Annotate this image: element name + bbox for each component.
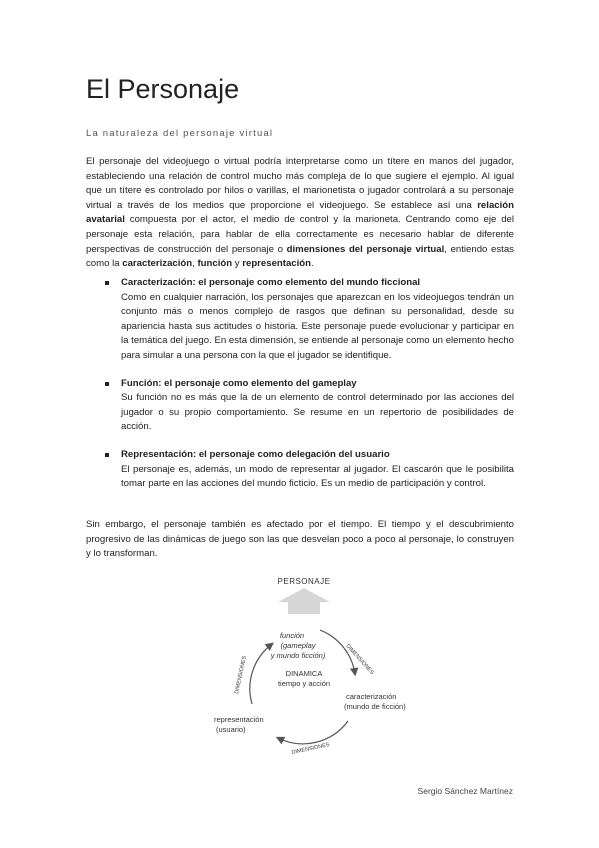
intro-text-1: El personaje del videojuego o virtual podría interpretarse como un títere en manos del jugador, estableciendo una relación de control mucho más compleja de lo que sugiere el ejemplo. Al igual que un títere es controlado por hilos o varillas, el marionetista o jugador controlará a su personaje virtual a través de los medios que proporcione el videojuego. Se establece así una	[86, 156, 514, 211]
intro-text-3: , entiendo estas como la	[86, 243, 514, 270]
representacion-label: representación	[214, 715, 264, 724]
bullet-body: Su función no es más que la de un elemento de control determinado por las acciones del jugador o su propio comportamiento. Se resume en un repertorio de posibilidades de acción.	[121, 392, 514, 433]
bullet-body: Como en cualquier narración, los personajes que aparezcan en los videojuegos tendrán un conjunto más o menos complejo de rasgos que definan su personalidad, desde su apariencia hasta sus actitudes o historia. Este personaje puede evolucionar y participar en la temática del juego. En esta dimensión, se entiende al personaje como un elemento hecho para simular a una persona con la que el jugador se identifique.	[121, 291, 514, 361]
intro-paragraph	[86, 155, 514, 272]
bullet-square-icon	[105, 453, 109, 457]
list-item-representacion	[86, 448, 514, 492]
center-label: DINAMICA	[285, 669, 323, 678]
up-arrow-icon	[278, 588, 330, 614]
dimensiones-right-label: DIMENSIONES	[344, 643, 375, 676]
bullet-heading: Caracterización: el personaje como elemento del mundo ficcional	[121, 277, 421, 288]
intro-bold-funcion: función	[197, 258, 233, 270]
bullet-square-icon	[105, 281, 109, 285]
bullet-heading: Función: el personaje como elemento del gameplay	[121, 377, 357, 389]
diagram-top-label: PERSONAJE	[277, 577, 331, 586]
representacion-sublabel: (usuario)	[216, 725, 246, 734]
author-footer: Sergio Sánchez Martínez	[417, 786, 513, 796]
dimensiones-left-label: DIMENSIONES	[234, 655, 248, 695]
funcion-label: función	[279, 631, 305, 640]
bullet-heading: Representación: el personaje como delegación del usuario	[121, 448, 390, 460]
intro-bold-dimensiones: dimensiones del personaje virtual	[286, 243, 445, 255]
caracterizacion-label: caracterización	[346, 692, 397, 701]
center-sublabel: tiempo y acción	[277, 679, 331, 688]
list-item-caracterizacion	[86, 276, 514, 364]
intro-bold-relacion: relación avatarial	[86, 199, 514, 226]
funcion-sub1: (gameplay	[280, 641, 316, 650]
intro-bold-representacion: representación	[242, 258, 312, 270]
intro-text-6: .	[311, 258, 314, 270]
dimensions-list	[86, 276, 514, 492]
page-title: El Personaje	[86, 74, 240, 104]
bullet-body: El personaje es, además, un modo de representar al jugador. El cascarón que le posibilita tomar parte en las acciones del mundo ficticio. Es un medio de participación y control.	[121, 463, 514, 490]
bullet-square-icon	[105, 382, 109, 386]
closing-paragraph: Sin embargo, el personaje también es afectado por el tiempo. El tiempo y el descubrimiento progresivo de las dinámicas de juego son las que desvelan poco a poco al personaje, lo construyen y lo transforman.	[86, 519, 514, 560]
section-subtitle: La naturaleza del personaje virtual	[86, 128, 274, 139]
cycle-arrow-bottom	[278, 721, 348, 744]
caracterizacion-sublabel: (mundo de ficción)	[344, 702, 406, 711]
funcion-sub2: y mundo ficción)	[270, 651, 326, 660]
intro-text-4: ,	[192, 258, 198, 270]
diagram-svg	[200, 566, 410, 776]
intro-text-2: compuesta por el actor, el medio de control y la marioneta. Centrando como eje del personaje esta relación, para hablar de ella correctamente es necesario hablar de diferente perspectivas de construcción del personaje o	[86, 214, 514, 255]
intro-text-5: y	[232, 258, 243, 270]
dimensiones-bottom-label: DIMENSIONES	[291, 742, 331, 756]
list-item-funcion	[86, 377, 514, 435]
cycle-arrow-left	[250, 644, 272, 704]
intro-bold-caracterizacion: caracterización	[122, 258, 193, 270]
character-dimensions-diagram	[200, 566, 410, 776]
